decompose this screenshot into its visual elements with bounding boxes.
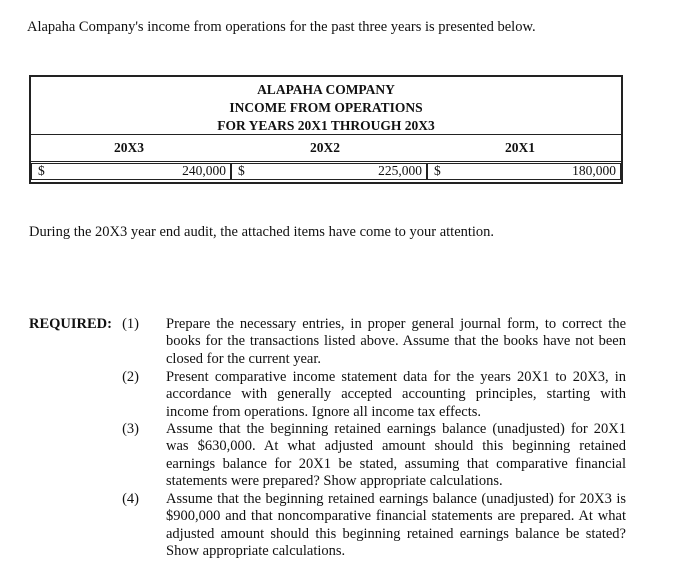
statement-period: FOR YEARS 20X1 THROUGH 20X3: [217, 118, 435, 133]
required-num-4: (4): [122, 491, 139, 507]
required-item-3: Assume that the beginning retained earnings balance (unadjusted) for 20X1 was $630,000. At what adjusted amount should this beginning retained earnings balance for 20X1 be stated, assuming that comparative financial statements were prepared? Show appropriate calculations.: [166, 421, 626, 490]
required-item-2: Present comparative income statement data for the years 20X1 to 20X3, in accordance with generally accepted accounting principles, starting with income from operations. Ignore all income tax effects.: [166, 369, 626, 420]
required-num-2: (2): [122, 369, 139, 385]
year-20x3: 20X3: [114, 140, 144, 155]
table-header: [31, 77, 621, 135]
required-num-3: (3): [122, 421, 139, 437]
amount-cell-20x2: [231, 163, 427, 180]
statement-title: INCOME FROM OPERATIONS: [229, 100, 423, 115]
required-item-4: Assume that the beginning retained earnings balance (unadjusted) for 20X3 is $900,000 and that noncomparative financial statements are prepared. At what adjusted amount should this beginning retained earnings balance be stated? Show appropriate calculations.: [166, 491, 626, 560]
amount-20x3: 240,000: [182, 163, 226, 178]
income-table: [29, 75, 623, 184]
amount-cell-20x3: [31, 163, 231, 180]
required-num-1: (1): [122, 316, 139, 332]
dollar-sign: $: [38, 163, 45, 178]
amount-cell-20x1: [427, 163, 621, 180]
company-name: ALAPAHA COMPANY: [257, 82, 395, 97]
required-item-1: Prepare the necessary entries, in proper general journal form, to correct the books for the transactions listed above. Assume that the books have not been closed for the current year.: [166, 316, 626, 367]
year-20x1: 20X1: [505, 140, 535, 155]
amounts-row: [31, 163, 621, 182]
required-label: REQUIRED:: [29, 316, 112, 332]
intro-text: Alapaha Company's income from operations for the past three years is presented below.: [27, 19, 536, 35]
amount-20x2: 225,000: [378, 163, 422, 178]
amount-20x1: 180,000: [572, 163, 616, 178]
years-row: [31, 135, 621, 162]
attention-text: During the 20X3 year end audit, the attached items have come to your attention.: [29, 224, 495, 240]
dollar-sign: $: [238, 163, 245, 178]
year-20x2: 20X2: [310, 140, 340, 155]
dollar-sign: $: [434, 163, 441, 178]
